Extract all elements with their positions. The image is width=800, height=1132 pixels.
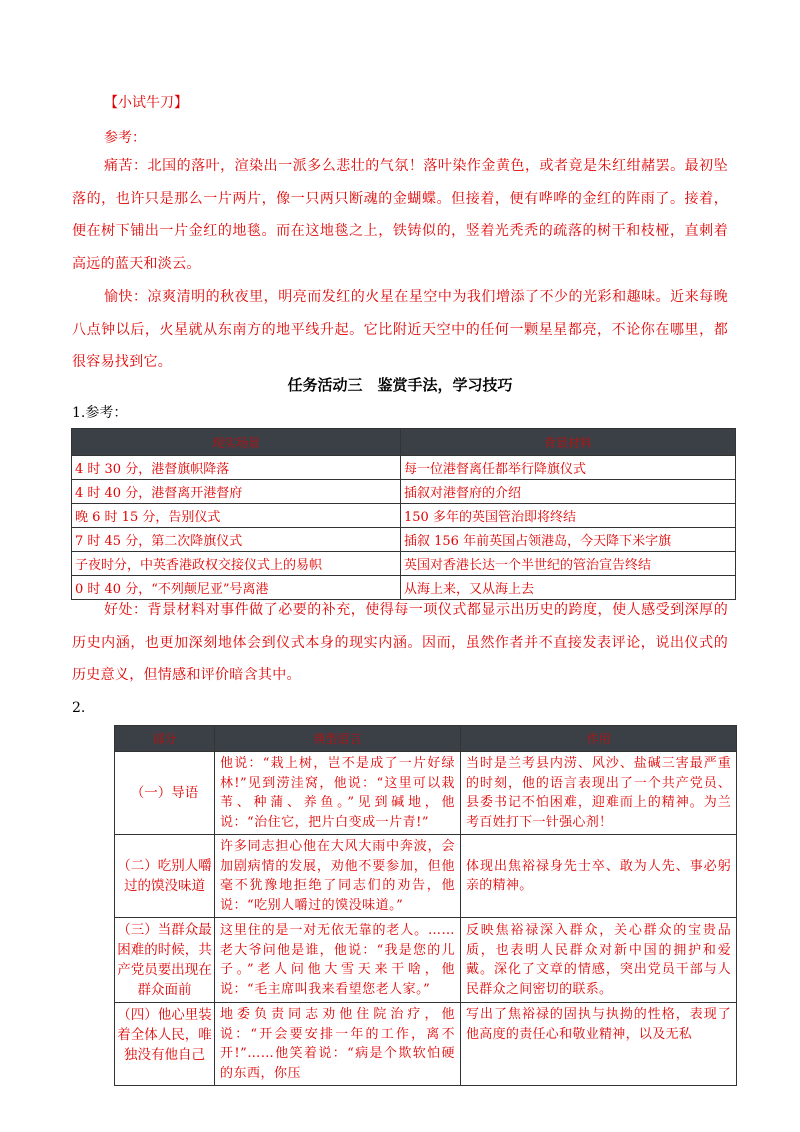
item2-label: 2. xyxy=(72,700,86,716)
table-cell: （三）当群众最困难的时候，共产党员要出现在群众面前 xyxy=(115,918,215,1003)
table-cell: 写出了焦裕禄的固执与执拗的性格，表现了他高度的责任心和敬业精神，以及无私 xyxy=(461,1003,737,1086)
table-cell: 7 时 45 分，第二次降旗仪式 xyxy=(72,528,401,552)
paragraph-happy: 愉快：凉爽清明的秋夜里，明亮而发红的火星在星空中为我们增添了不少的光彩和趣味。近来每晚八点钟以后，火星就从东南方的地平线升起。它比附近天空中的任何一颗星星都亮，不论你在哪里，都很容易找到它。 xyxy=(72,289,728,371)
table-cell: 这里住的是一对无依无靠的老人。……老大爷问他是谁，他说：“我是您的儿子。”老人问他大雪天来干啥，他说：“毛主席叫我来看望您老人家。” xyxy=(215,918,461,1003)
table-header-cell: 背景材料 xyxy=(401,429,736,456)
table-cell: 他说：“栽上树，岂不是成了一片好绿林!”见到涝洼窝，他说：“这里可以栽苇、种蒲、养鱼。”见到碱地，他说：“治住它，把片白变成一片青!” xyxy=(215,752,461,835)
section-tag: 【小试牛刀】 xyxy=(104,95,188,111)
table-header-row xyxy=(72,429,736,456)
table-row xyxy=(72,456,736,480)
table-row xyxy=(115,752,737,835)
table-row xyxy=(115,1003,737,1086)
item1-label: 1.参考： xyxy=(72,405,128,421)
table-cell: 4 时 40 分，港督离开港督府 xyxy=(72,480,401,504)
table-cell: 4 时 30 分，港督旗帜降落 xyxy=(72,456,401,480)
table-header-row xyxy=(115,726,737,752)
paragraph-sad: 痛苦：北国的落叶，渲染出一派多么悲壮的气氛！落叶染作金黄色，或者竟是朱红绀赭罢。最初坠落的，也许只是那么一片两片，像一只两只断魂的金蝴蝶。但接着，便有哗哗的金红的阵雨了。接着，便在树下铺出一片金红的地毯。而在这地毯之上，铁铸似的，竖着光秃秃的疏落的树干和枝桠，直刺着高远的蓝天和淡云。 xyxy=(72,158,728,273)
analysis-table xyxy=(114,725,737,1086)
table-cell: （二）吃别人嚼过的馍没味道 xyxy=(115,835,215,918)
table-cell: （一）导语 xyxy=(115,752,215,835)
task-heading: 任务活动三 鉴赏手法，学习技巧 xyxy=(287,376,513,394)
table-header-cell: 现实场景 xyxy=(72,429,401,456)
table-cell: 体现出焦裕禄身先士卒、敢为人先、事必躬亲的精神。 xyxy=(461,835,737,918)
scene-background-table xyxy=(71,428,736,600)
table-row xyxy=(115,918,737,1003)
table-header-cell: 典型语言 xyxy=(215,726,461,752)
table-cell: 插叙对港督府的介绍 xyxy=(401,480,736,504)
table-cell: 从海上来，又从海上去 xyxy=(401,576,736,600)
table-cell: 每一位港督离任都举行降旗仪式 xyxy=(401,456,736,480)
table-row xyxy=(115,835,737,918)
paragraph-benefit: 好处：背景材料对事件做了必要的补充，使得每一项仪式都显示出历史的跨度，使人感受到深厚的历史内涵，也更加深刻地体会到仪式本身的现实内涵。因而，虽然作者并不直接发表评论，说出仪式的历史意义，但情感和评价暗含其中。 xyxy=(72,602,728,684)
table-cell: 英国对香港长达一个半世纪的管治宣告终结 xyxy=(401,552,736,576)
table-header-cell: 作用 xyxy=(461,726,737,752)
table-row xyxy=(72,552,736,576)
table-cell: 当时是兰考县内涝、风沙、盐碱三害最严重的时刻，他的语言表现出了一个共产党员、县委书记不怕困难，迎难而上的精神。为兰考百姓打下一针强心剂！ xyxy=(461,752,737,835)
reference-label: 参考： xyxy=(104,130,146,146)
table-cell: 反映焦裕禄深入群众，关心群众的宝贵品质，也表明人民群众对新中国的拥护和爱戴。深化了文章的情感，突出党员干部与人民群众之间密切的联系。 xyxy=(461,918,737,1003)
table-cell: 插叙 156 年前英国占领港岛，今天降下米字旗 xyxy=(401,528,736,552)
table-row xyxy=(72,504,736,528)
table-cell: 晚 6 时 15 分，告别仪式 xyxy=(72,504,401,528)
table-cell: 子夜时分，中英香港政权交接仪式上的易帜 xyxy=(72,552,401,576)
table-cell: 0 时 40 分，“不列颠尼亚”号离港 xyxy=(72,576,401,600)
table-cell: 许多同志担心他在大风大雨中奔波，会加剧病情的发展，劝他不要参加，但他毫不犹豫地拒绝了同志们的劝告，他说：“吃别人嚼过的馍没味道。” xyxy=(215,835,461,918)
table-cell: 150 多年的英国管治即将终结 xyxy=(401,504,736,528)
table-header-cell: 部分 xyxy=(115,726,215,752)
table-cell: 地委负责同志劝他住院治疗，他说：“开会要安排一年的工作，离不开!”……他笑着说：“病是个欺软怕硬的东西，你压 xyxy=(215,1003,461,1086)
table-cell: （四）他心里装着全体人民，唯独没有他自己 xyxy=(115,1003,215,1086)
table-row xyxy=(72,528,736,552)
table-row xyxy=(72,480,736,504)
